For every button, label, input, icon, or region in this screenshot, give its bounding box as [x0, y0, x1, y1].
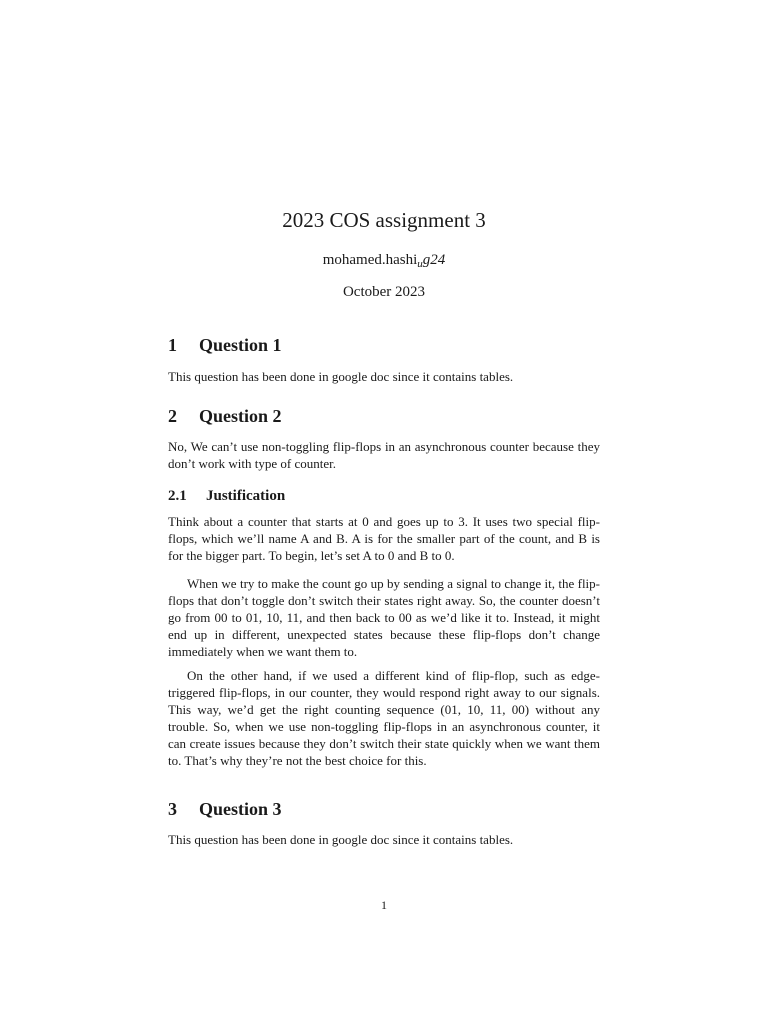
document-date: October 2023 — [342, 284, 426, 300]
subsection-heading-2-1 — [168, 486, 285, 506]
document-title: 2023 COS assignment 3 — [282, 208, 486, 232]
section-title: Question 1 — [199, 335, 282, 355]
section-2-text: No, We can’t use non-toggling flip-flops in an asynchronous counter because they don’t work with type of counter. — [168, 439, 600, 471]
section-3-text: This question has been done in google doc since it contains tables. — [168, 832, 514, 847]
justification-paragraph-1: Think about a counter that starts at 0 and goes up to 3. It uses two special flip-flops, which we’ll name A and B. A is for the smaller part of the count, and B is for the bigger part. To begin, let’s set A to 0 and B to 0. — [168, 514, 600, 563]
section-number: 2 — [168, 406, 177, 426]
author-line — [0, 250, 768, 274]
section-heading-2 — [168, 404, 282, 428]
justification-paragraph-3: On the other hand, if we used a different kind of flip-flop, such as edge-triggered flip-flops, in our counter, they would respond right away to our signals. This way, we’d get the right counting sequence (01, 10, 11, 00) without any trouble. So, when we use non-toggling flip-flops in an asynchronous counter, it can create issues because they don’t switch their state quickly when we want them to. That’s why they’re not the best choice for this. — [168, 668, 600, 768]
subsection-number: 2.1 — [168, 488, 187, 504]
subsection-title: Justification — [206, 488, 286, 504]
author-name: mohamed.hashi — [322, 252, 418, 268]
section-title: Question 3 — [199, 799, 282, 819]
author-suffix: g24 — [422, 252, 446, 268]
section-heading-1 — [168, 333, 282, 357]
justification-paragraph-2: When we try to make the count go up by sending a signal to change it, the flip-flops that don’t toggle don’t switch their states right away. So, the counter doesn’t go from 00 to 01, 10, 11, and then back to 00 as we’d like it to. Instead, it might end up in different, unexpected states because these flip-flops don’t change immediately when we want them to. — [168, 576, 600, 659]
section-1-text: This question has been done in google doc since it contains tables. — [168, 369, 514, 384]
section-number: 1 — [168, 335, 177, 355]
page-number: 1 — [381, 898, 387, 912]
section-heading-3 — [168, 797, 282, 821]
section-number: 3 — [168, 799, 177, 819]
section-title: Question 2 — [199, 406, 282, 426]
author-subscript: u — [417, 258, 423, 270]
